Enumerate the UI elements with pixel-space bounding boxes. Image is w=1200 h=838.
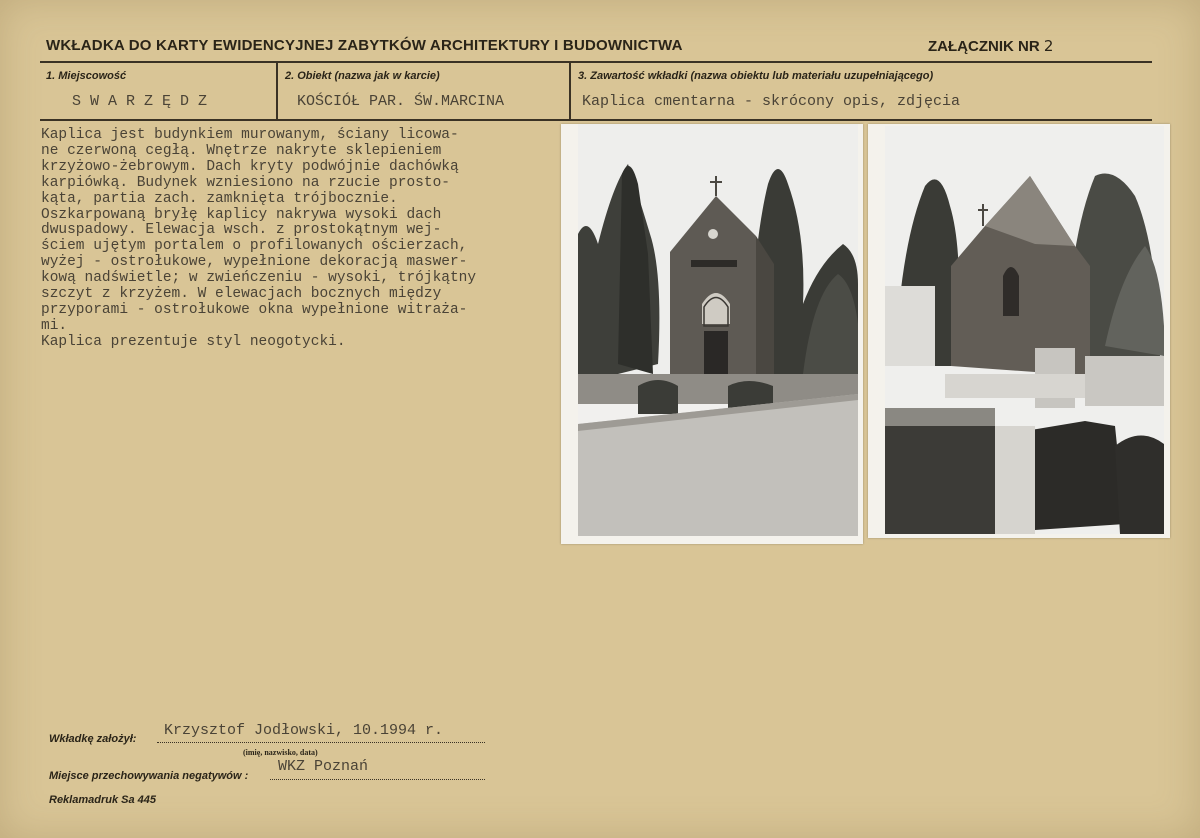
description-line: ne czerwoną cegłą. Wnętrze nakryte sklepieniem bbox=[41, 142, 442, 159]
author-value: Krzysztof Jodłowski, 10.1994 r. bbox=[164, 722, 444, 739]
description-line: przyporami - ostrołukowe okna wypełnione witraża- bbox=[41, 301, 468, 318]
annex-label-text: ZAŁĄCZNIK NR bbox=[928, 38, 1040, 55]
description-line: Kaplica prezentuje styl neogotycki. bbox=[41, 333, 346, 350]
header-bottom-rule bbox=[40, 119, 1152, 121]
field-1-label: 1. Miejscowość bbox=[46, 70, 127, 82]
header-top-rule bbox=[40, 61, 1152, 63]
description-line: krzyżowo-żebrowym. Dach kryty podwójnie dachówką bbox=[41, 158, 459, 175]
chapel-side-image bbox=[885, 126, 1164, 534]
description-line: wyżej - ostrołukowe, wypełnione dekoracją maswer- bbox=[41, 254, 468, 271]
description-line: szczyt z krzyżem. W elewacjach bocznych między bbox=[41, 286, 442, 303]
field-2-value: KOŚCIÓŁ PAR. ŚW.MARCINA bbox=[297, 93, 505, 110]
field-1-value: S W A R Z Ę D Z bbox=[72, 93, 208, 110]
storage-label: Miejsce przechowywania negatywów : bbox=[49, 770, 249, 782]
description-line: karpiówką. Budynek wzniesiono na rzucie prosto- bbox=[41, 174, 450, 191]
description-line: ściem ujętym portalem o profilowanych ościerzach, bbox=[41, 238, 468, 255]
description-text bbox=[41, 128, 561, 351]
storage-value: WKZ Poznań bbox=[278, 758, 369, 775]
author-label: Wkładkę założył: bbox=[49, 733, 137, 745]
field-divider-1 bbox=[276, 63, 278, 119]
photo-chapel-front bbox=[561, 124, 863, 544]
description-line: Kaplica jest budynkiem murowanym, ściany licowa- bbox=[41, 127, 459, 143]
field-2-label: 2. Obiekt (nazwa jak w karcie) bbox=[285, 70, 440, 82]
field-3-label: 3. Zawartość wkładki (nazwa obiektu lub materiału uzupełniającego) bbox=[578, 70, 934, 82]
author-hint: (imię, nazwisko, data) bbox=[243, 748, 318, 757]
annex-number: 2 bbox=[1043, 37, 1054, 55]
description-line: mi. bbox=[41, 317, 68, 334]
field-3-value: Kaplica cmentarna - skrócony opis, zdjęcia bbox=[582, 93, 961, 110]
photo-chapel-side bbox=[868, 124, 1170, 538]
field-divider-2 bbox=[569, 63, 571, 119]
storage-underline bbox=[270, 779, 485, 780]
card-title: WKŁADKA DO KARTY EWIDENCYJNEJ ZABYTKÓW ARCHITEKTURY I BUDOWNICTWA bbox=[46, 37, 683, 54]
description-line: dwuspadowy. Elewacja wsch. z prostokątnym wej- bbox=[41, 222, 442, 239]
author-underline bbox=[157, 742, 485, 743]
chapel-front-image bbox=[578, 124, 858, 536]
description-line: Oszkarpowaną bryłę kaplicy nakrywa wysoki dach bbox=[41, 206, 442, 223]
annex-label bbox=[928, 37, 1053, 55]
description-line: kową nadświetle; w zwieńczeniu - wysoki, trójkątny bbox=[41, 270, 477, 287]
description-line: kąta, partia zach. zamknięta trójbocznie. bbox=[41, 190, 398, 207]
printer-label: Reklamadruk Sa 445 bbox=[49, 794, 157, 806]
